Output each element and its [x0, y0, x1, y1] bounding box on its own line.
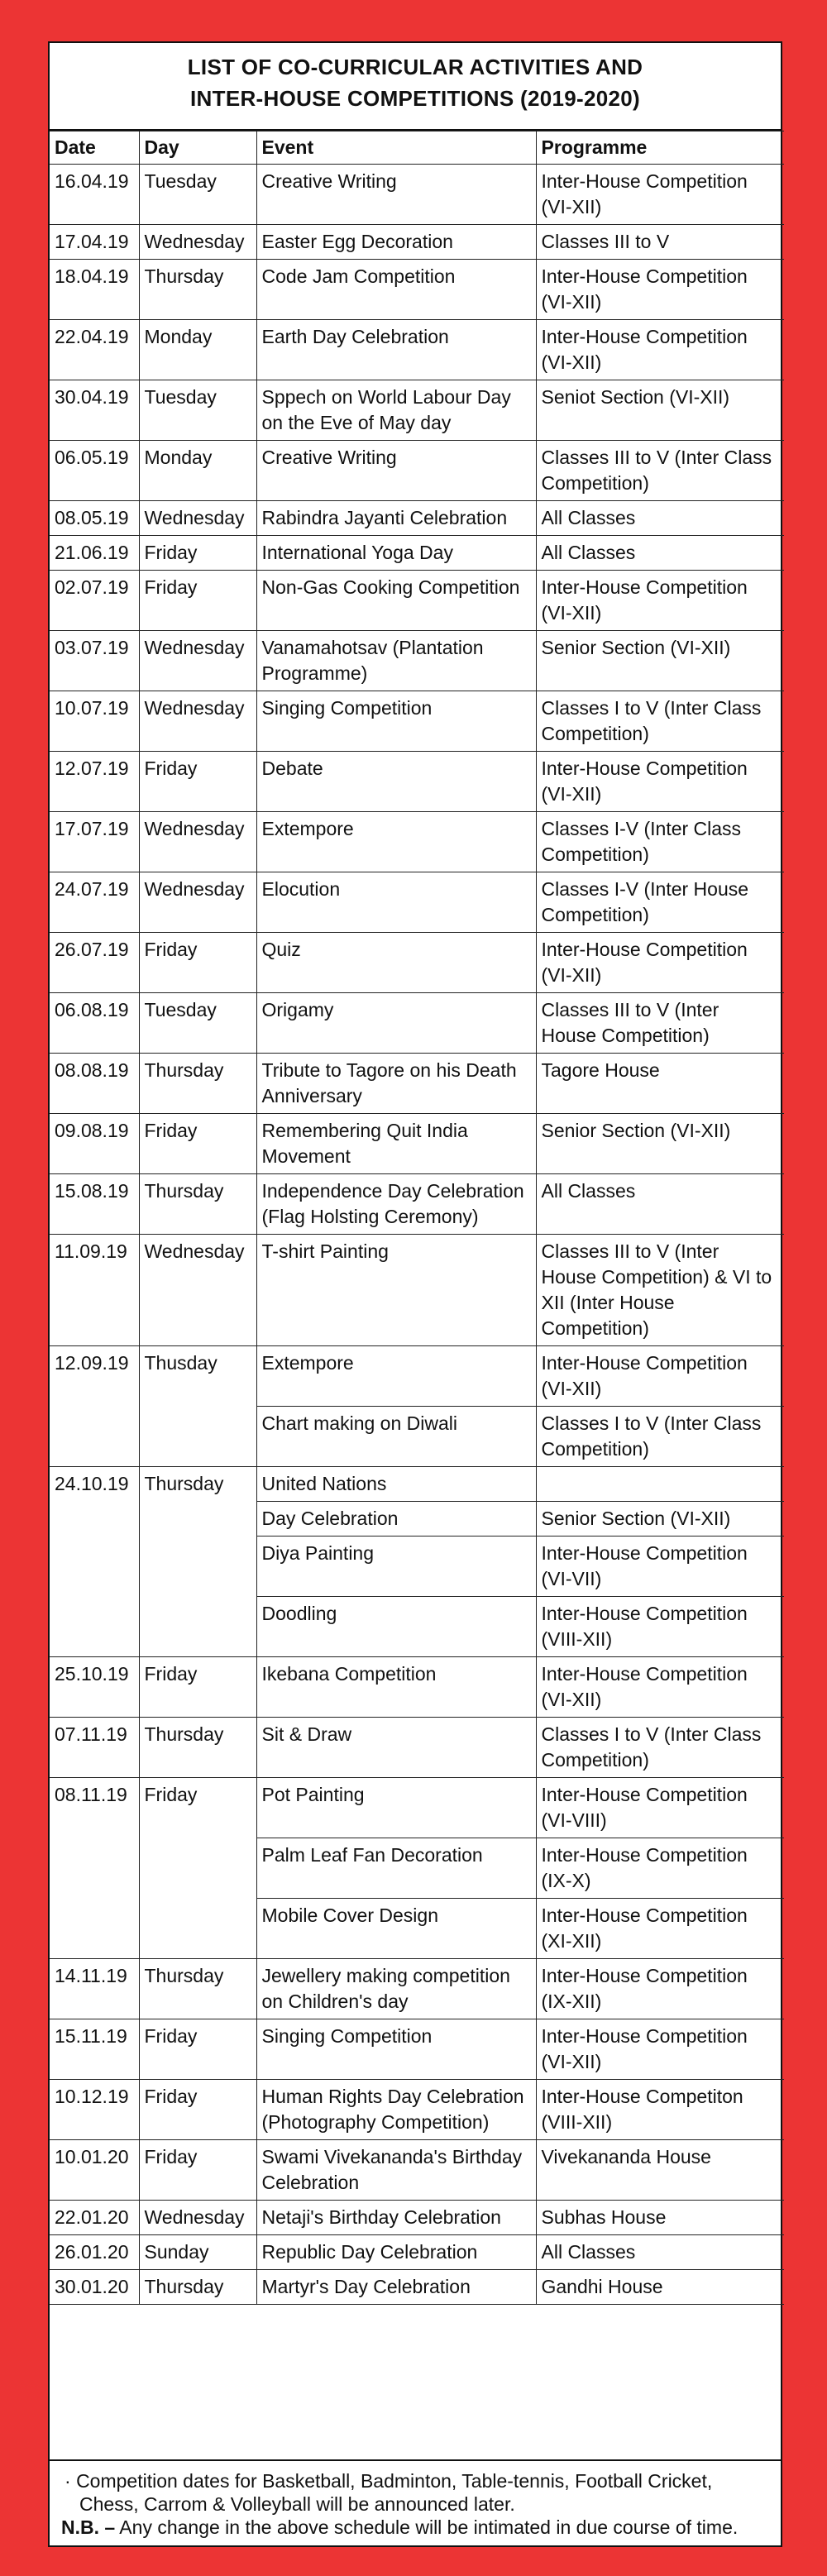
cell-programme: Inter-House Competition (VI-VIII)	[536, 1778, 784, 1838]
cell-date: 03.07.19	[50, 631, 139, 691]
cell-event: Earth Day Celebration	[256, 320, 536, 380]
cell-day: Wednesday	[139, 812, 256, 872]
cell-event: Ikebana Competition	[256, 1657, 536, 1718]
cell-programme: Classes III to V	[536, 225, 784, 260]
cell-programme: Classes III to V (Inter House Competition) & VI to XII (Inter House Competition)	[536, 1235, 784, 1346]
table-row	[50, 225, 784, 260]
cell-day: Thusday	[139, 1346, 256, 1467]
cell-day: Friday	[139, 571, 256, 631]
cell-date: 18.04.19	[50, 260, 139, 320]
cell-programme: Classes I to V (Inter Class Competition)	[536, 1407, 784, 1467]
cell-event: T-shirt Painting	[256, 1235, 536, 1346]
cell-event: Doodling	[256, 1597, 536, 1657]
nb-text: Any change in the above schedule will be intimated in due course of time.	[115, 2516, 739, 2538]
cell-date: 30.01.20	[50, 2270, 139, 2305]
footer-bullet-text: Competition dates for Basketball, Badminton, Table-tennis, Football Cricket, Chess, Carrom & Volleyball will be announced later.	[76, 2470, 713, 2515]
cell-programme: Senior Section (VI-XII)	[536, 631, 784, 691]
cell-day: Tuesday	[139, 165, 256, 225]
cell-day: Tuesday	[139, 380, 256, 441]
cell-day: Monday	[139, 320, 256, 380]
cell-event: Creative Writing	[256, 165, 536, 225]
cell-event: Singing Competition	[256, 691, 536, 752]
cell-event: Origamy	[256, 993, 536, 1054]
cell-programme: Inter-House Competition (VI-XII)	[536, 1657, 784, 1718]
cell-programme: Inter-House Competition (VI-XII)	[536, 933, 784, 993]
cell-event: Singing Competition	[256, 2019, 536, 2080]
cell-programme: Gandhi House	[536, 2270, 784, 2305]
cell-programme: All Classes	[536, 501, 784, 536]
cell-programme: Senior Section (VI-XII)	[536, 1502, 784, 1537]
cell-event: Sit & Draw	[256, 1718, 536, 1778]
cell-programme: Inter-House Competition (VIII-XII)	[536, 1597, 784, 1657]
cell-date: 25.10.19	[50, 1657, 139, 1718]
title-line-1: LIST OF CO-CURRICULAR ACTIVITIES AND	[187, 55, 643, 79]
cell-date: 12.09.19	[50, 1346, 139, 1467]
cell-day: Friday	[139, 752, 256, 812]
table-row	[50, 2019, 784, 2080]
cell-date: 30.04.19	[50, 380, 139, 441]
cell-event: Creative Writing	[256, 441, 536, 501]
cell-date: 12.07.19	[50, 752, 139, 812]
cell-programme: Inter-House Competition (IX-XII)	[536, 1959, 784, 2019]
cell-date: 06.08.19	[50, 993, 139, 1054]
table-row	[50, 1778, 784, 1838]
cell-event: Chart making on Diwali	[256, 1407, 536, 1467]
cell-programme: Inter-House Competition (VI-VII)	[536, 1537, 784, 1597]
column-header-date: Date	[50, 131, 139, 165]
table-row	[50, 933, 784, 993]
footer-nb-note	[61, 2516, 769, 2539]
column-header-day: Day	[139, 131, 256, 165]
cell-event: Easter Egg Decoration	[256, 225, 536, 260]
cell-event: Tribute to Tagore on his Death Anniversary	[256, 1054, 536, 1114]
cell-date: 09.08.19	[50, 1114, 139, 1174]
cell-date: 22.04.19	[50, 320, 139, 380]
table-row	[50, 1174, 784, 1235]
cell-date: 06.05.19	[50, 441, 139, 501]
cell-date: 22.01.20	[50, 2201, 139, 2235]
cell-programme: Inter-House Competition (VI-XII)	[536, 320, 784, 380]
cell-programme: Classes I to V (Inter Class Competition)	[536, 691, 784, 752]
cell-event: Mobile Cover Design	[256, 1899, 536, 1959]
cell-day: Wednesday	[139, 631, 256, 691]
cell-event: Vanamahotsav (Plantation Programme)	[256, 631, 536, 691]
cell-programme: Inter-House Competition (VI-XII)	[536, 1346, 784, 1407]
table-row	[50, 1114, 784, 1174]
table-row	[50, 1346, 784, 1407]
table-row	[50, 501, 784, 536]
table-row	[50, 320, 784, 380]
cell-event: Non-Gas Cooking Competition	[256, 571, 536, 631]
cell-day: Sunday	[139, 2235, 256, 2270]
cell-day: Thursday	[139, 1718, 256, 1778]
table-row	[50, 752, 784, 812]
cell-day: Friday	[139, 933, 256, 993]
cell-event: Day Celebration	[256, 1502, 536, 1537]
cell-date: 11.09.19	[50, 1235, 139, 1346]
cell-programme: Subhas House	[536, 2201, 784, 2235]
table-row	[50, 260, 784, 320]
column-header-event: Event	[256, 131, 536, 165]
cell-date: 16.04.19	[50, 165, 139, 225]
cell-date: 17.04.19	[50, 225, 139, 260]
cell-event: Jewellery making competition on Children's day	[256, 1959, 536, 2019]
cell-programme: Classes I to V (Inter Class Competition)	[536, 1718, 784, 1778]
cell-event: United Nations	[256, 1467, 536, 1502]
cell-date: 24.10.19	[50, 1467, 139, 1657]
table-row	[50, 872, 784, 933]
column-header-programme: Programme	[536, 131, 784, 165]
cell-event: Independence Day Celebration (Flag Holsting Ceremony)	[256, 1174, 536, 1235]
footer-bullet-note: · Competition dates for Basketball, Badminton, Table-tennis, Football Cricket, Chess, Carrom & Volleyball will be announced later.	[65, 2470, 713, 2515]
table-row	[50, 1054, 784, 1114]
cell-programme: Classes I-V (Inter Class Competition)	[536, 812, 784, 872]
table-row	[50, 380, 784, 441]
cell-date: 08.08.19	[50, 1054, 139, 1114]
cell-event: Debate	[256, 752, 536, 812]
cell-programme: Inter-House Competition (VI-XII)	[536, 260, 784, 320]
cell-day: Wednesday	[139, 225, 256, 260]
cell-programme: Inter-House Competition (VI-XII)	[536, 752, 784, 812]
cell-programme: Inter-House Competition (IX-X)	[536, 1838, 784, 1899]
cell-event: Rabindra Jayanti Celebration	[256, 501, 536, 536]
table-row	[50, 441, 784, 501]
table-row	[50, 1718, 784, 1778]
footer-notes	[50, 2459, 781, 2545]
cell-date: 14.11.19	[50, 1959, 139, 2019]
cell-date: 02.07.19	[50, 571, 139, 631]
table-header-row	[50, 131, 784, 165]
cell-event: International Yoga Day	[256, 536, 536, 571]
cell-event: Diya Painting	[256, 1537, 536, 1597]
cell-day: Wednesday	[139, 1235, 256, 1346]
cell-date: 26.01.20	[50, 2235, 139, 2270]
cell-event: Human Rights Day Celebration (Photography Competition)	[256, 2080, 536, 2140]
cell-programme: Inter-House Competition (VI-XII)	[536, 571, 784, 631]
cell-day: Thursday	[139, 1054, 256, 1114]
cell-day: Friday	[139, 2140, 256, 2201]
table-row	[50, 571, 784, 631]
cell-programme: All Classes	[536, 536, 784, 571]
cell-event: Swami Vivekananda's Birthday Celebration	[256, 2140, 536, 2201]
cell-event: Palm Leaf Fan Decoration	[256, 1838, 536, 1899]
cell-event: Martyr's Day Celebration	[256, 2270, 536, 2305]
cell-day: Friday	[139, 1114, 256, 1174]
cell-programme: All Classes	[536, 2235, 784, 2270]
cell-programme: Classes III to V (Inter House Competition)	[536, 993, 784, 1054]
cell-date: 15.08.19	[50, 1174, 139, 1235]
table-row	[50, 536, 784, 571]
table-row	[50, 812, 784, 872]
cell-event: Extempore	[256, 812, 536, 872]
document-header	[50, 43, 781, 131]
cell-date: 17.07.19	[50, 812, 139, 872]
cell-day: Thursday	[139, 260, 256, 320]
cell-event: Code Jam Competition	[256, 260, 536, 320]
cell-day: Friday	[139, 2080, 256, 2140]
table-row	[50, 1467, 784, 1502]
table-row	[50, 631, 784, 691]
cell-day: Tuesday	[139, 993, 256, 1054]
table-row	[50, 1235, 784, 1346]
cell-day: Thursday	[139, 1959, 256, 2019]
cell-day: Friday	[139, 1778, 256, 1959]
table-row	[50, 2270, 784, 2305]
cell-programme: Inter-House Competition (XI-XII)	[536, 1899, 784, 1959]
cell-date: 24.07.19	[50, 872, 139, 933]
table-row	[50, 2080, 784, 2140]
cell-date: 10.12.19	[50, 2080, 139, 2140]
cell-programme: Vivekananda House	[536, 2140, 784, 2201]
cell-date: 07.11.19	[50, 1718, 139, 1778]
table-row	[50, 2235, 784, 2270]
cell-date: 08.11.19	[50, 1778, 139, 1959]
cell-event: Netaji's Birthday Celebration	[256, 2201, 536, 2235]
cell-day: Monday	[139, 441, 256, 501]
cell-date: 10.07.19	[50, 691, 139, 752]
cell-date: 26.07.19	[50, 933, 139, 993]
cell-day: Wednesday	[139, 872, 256, 933]
table-row	[50, 2201, 784, 2235]
table-row	[50, 993, 784, 1054]
cell-date: 10.01.20	[50, 2140, 139, 2201]
cell-date: 21.06.19	[50, 536, 139, 571]
cell-programme: Seniot Section (VI-XII)	[536, 380, 784, 441]
schedule-sheet	[48, 41, 782, 2547]
cell-programme	[536, 1467, 784, 1502]
cell-day: Friday	[139, 1657, 256, 1718]
cell-programme: Inter-House Competition (VI-XII)	[536, 165, 784, 225]
cell-programme: Classes III to V (Inter Class Competition)	[536, 441, 784, 501]
cell-day: Thursday	[139, 1467, 256, 1657]
table-body	[50, 165, 784, 2305]
cell-event: Republic Day Celebration	[256, 2235, 536, 2270]
table-row	[50, 1657, 784, 1718]
cell-day: Wednesday	[139, 501, 256, 536]
nb-label: N.B. –	[61, 2516, 116, 2538]
table-row	[50, 165, 784, 225]
title-line-2: INTER-HOUSE COMPETITIONS (2019-2020)	[190, 86, 640, 111]
cell-event: Extempore	[256, 1346, 536, 1407]
cell-programme: Senior Section (VI-XII)	[536, 1114, 784, 1174]
cell-event: Pot Painting	[256, 1778, 536, 1838]
cell-date: 15.11.19	[50, 2019, 139, 2080]
cell-event: Elocution	[256, 872, 536, 933]
cell-event: Sppech on World Labour Day on the Eve of May day	[256, 380, 536, 441]
activities-table	[50, 131, 784, 2305]
cell-event: Quiz	[256, 933, 536, 993]
table-row	[50, 691, 784, 752]
cell-programme: Inter-House Competition (VI-XII)	[536, 2019, 784, 2080]
cell-day: Wednesday	[139, 691, 256, 752]
cell-programme: Classes I-V (Inter House Competition)	[536, 872, 784, 933]
cell-programme: Tagore House	[536, 1054, 784, 1114]
cell-day: Thursday	[139, 2270, 256, 2305]
table-row	[50, 1959, 784, 2019]
cell-programme: All Classes	[536, 1174, 784, 1235]
cell-day: Wednesday	[139, 2201, 256, 2235]
cell-day: Friday	[139, 2019, 256, 2080]
cell-event: Remembering Quit India Movement	[256, 1114, 536, 1174]
cell-date: 08.05.19	[50, 501, 139, 536]
cell-programme: Inter-House Competiton (VIII-XII)	[536, 2080, 784, 2140]
cell-day: Thursday	[139, 1174, 256, 1235]
cell-day: Friday	[139, 536, 256, 571]
table-row	[50, 2140, 784, 2201]
